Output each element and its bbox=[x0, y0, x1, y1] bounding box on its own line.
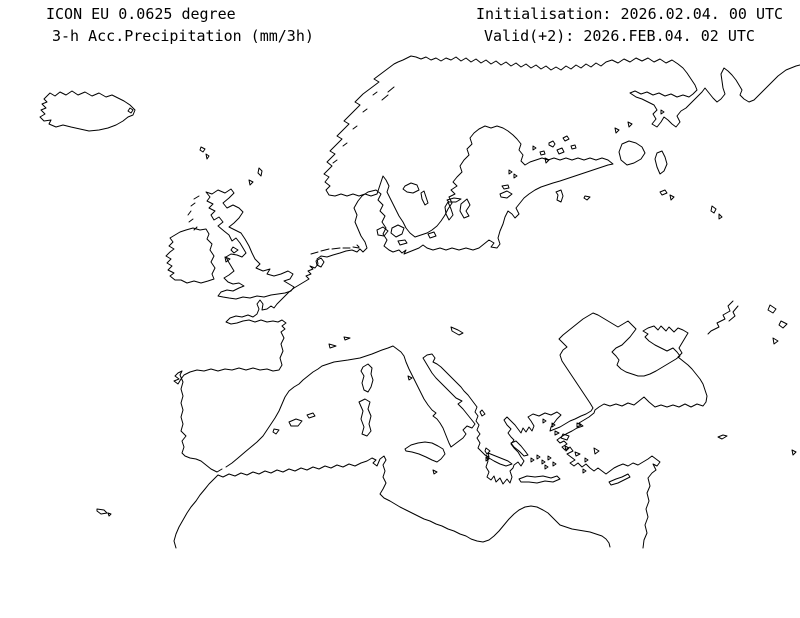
lower-volga-marks bbox=[768, 305, 787, 344]
atlantic-baltic-arctic-coastline bbox=[174, 56, 800, 472]
hebrides-islands bbox=[188, 196, 199, 230]
baltic-islands bbox=[428, 170, 517, 238]
sicily bbox=[405, 442, 445, 462]
initialisation-time-label: Initialisation: 2026.02.04. 00 UTC bbox=[476, 5, 784, 23]
crete bbox=[519, 476, 560, 483]
valid-time-label: Valid(+2): 2026.FEB.04. 02 UTC bbox=[484, 27, 755, 45]
volga-don-marks bbox=[708, 301, 738, 334]
corsica bbox=[361, 364, 373, 392]
lake-balaton bbox=[451, 327, 463, 335]
model-name-label: ICON EU 0.0625 degree bbox=[46, 5, 236, 23]
north-africa-coastline bbox=[174, 456, 610, 548]
malta-elba-islands bbox=[408, 376, 437, 474]
great-britain bbox=[206, 189, 294, 299]
cyprus bbox=[609, 474, 630, 485]
iceland bbox=[40, 91, 135, 131]
caucasus-lake-marks bbox=[718, 435, 796, 455]
ireland bbox=[166, 228, 215, 283]
iceland-east-fjord bbox=[128, 108, 133, 113]
aegean-islands bbox=[511, 419, 599, 473]
shetland-orkney-islands bbox=[249, 168, 262, 185]
faroe-islands bbox=[200, 147, 209, 159]
scandinavian-lakes bbox=[403, 183, 461, 205]
danish-islands bbox=[377, 225, 407, 245]
balearic-islands bbox=[273, 413, 315, 434]
norway-skerries bbox=[333, 87, 394, 163]
madeira bbox=[97, 509, 111, 516]
alpine-lakes bbox=[329, 337, 350, 348]
product-name-label: 3-h Acc.Precipitation (mm/3h) bbox=[52, 27, 314, 45]
russian-lakes bbox=[556, 110, 722, 219]
mediterranean-black-sea-coastline bbox=[226, 313, 707, 548]
sardinia bbox=[359, 399, 371, 436]
